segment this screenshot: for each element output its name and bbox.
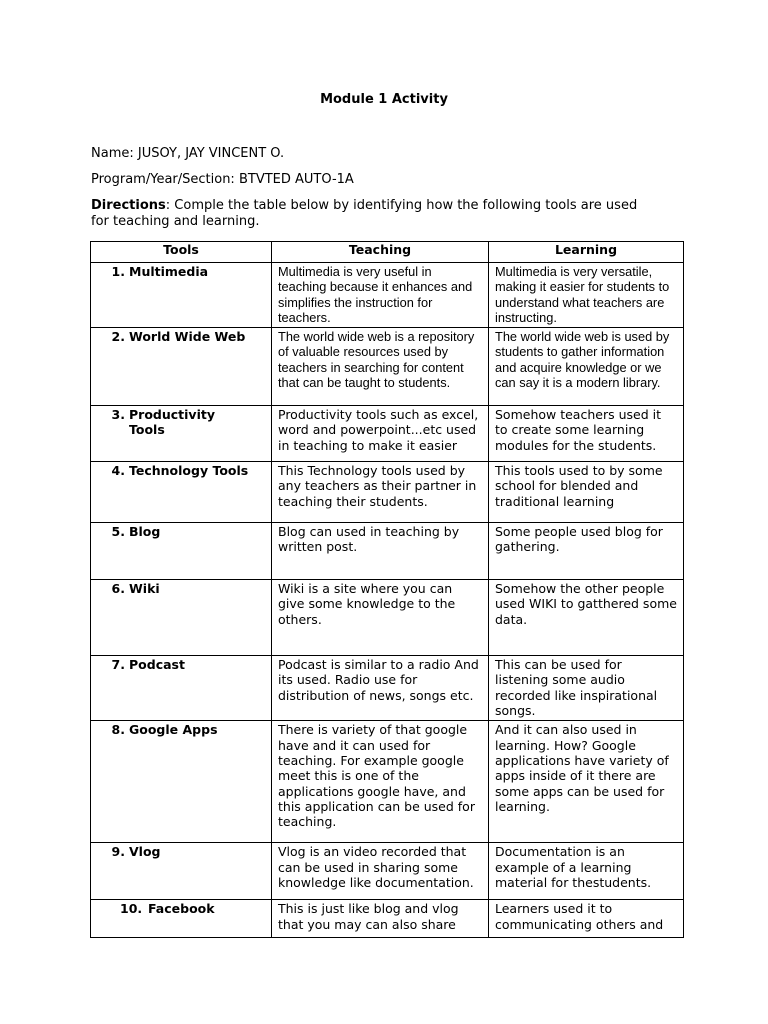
tool-cell: [91, 328, 272, 406]
name-line: [91, 146, 284, 161]
tool-cell: [91, 900, 272, 938]
tool-name: World Wide Web: [129, 329, 246, 345]
tool-number: 10.: [120, 901, 143, 917]
table-row: [91, 523, 684, 580]
directions-paragraph: [91, 198, 651, 230]
table-header-row: [91, 242, 684, 263]
teaching-cell: Multimedia is very useful in teaching because it enhances and simplifies the instruction for teachers.: [272, 263, 489, 328]
tool-name: Productivity Tools: [129, 407, 215, 438]
table-row: [91, 263, 684, 328]
tool-name: Podcast: [129, 657, 185, 673]
teaching-cell: Podcast is similar to a radio And its used. Radio use for distribution of news, songs etc.: [272, 656, 489, 721]
learning-cell: Documentation is an example of a learning material for thestudents.: [489, 843, 684, 900]
learning-cell: Somehow the other people used WIKI to gatthered some data.: [489, 580, 684, 656]
tool-number: 3.: [111, 407, 125, 423]
tool-number: 7.: [111, 657, 125, 673]
header-tools: Tools: [91, 242, 272, 263]
teaching-cell: Wiki is a site where you can give some knowledge to the others.: [272, 580, 489, 656]
learning-cell: Somehow teachers used it to create some learning modules for the students.: [489, 406, 684, 462]
teaching-cell: Vlog is an video recorded that can be used in sharing some knowledge like documentation.: [272, 843, 489, 900]
learning-cell: Learners used it to communicating others and: [489, 900, 684, 938]
tool-name: Vlog: [129, 844, 161, 860]
document-title: Module 1 Activity: [320, 92, 448, 107]
learning-cell: Some people used blog for gathering.: [489, 523, 684, 580]
directions-text: : Comple the table below by identifying how the following tools are used for teaching and learning.: [91, 198, 638, 229]
tool-cell: [91, 843, 272, 900]
tool-name: Technology Tools: [129, 463, 249, 479]
directions-label: Directions: [91, 198, 166, 213]
tool-name: Wiki: [129, 581, 160, 597]
table-row: [91, 900, 684, 938]
program-label: Program/Year/Section:: [91, 172, 235, 187]
tool-name: Facebook: [148, 901, 215, 917]
learning-cell: This tools used to by some school for blended and traditional learning: [489, 462, 684, 523]
table-row: [91, 328, 684, 406]
program-line: [91, 172, 354, 187]
tool-name: Blog: [129, 524, 161, 540]
table-row: [91, 580, 684, 656]
tool-cell: [91, 721, 272, 843]
tools-table: [90, 241, 684, 938]
tool-number: 4.: [111, 463, 125, 479]
name-label: Name:: [91, 146, 134, 161]
header-teaching: Teaching: [272, 242, 489, 263]
table-row: [91, 721, 684, 843]
tool-number: 1.: [111, 264, 125, 279]
tool-number: 5.: [111, 524, 125, 540]
table-row: [91, 843, 684, 900]
name-value: JUSOY, JAY VINCENT O.: [137, 146, 285, 161]
tool-cell: [91, 462, 272, 523]
tool-number: 9.: [111, 844, 125, 860]
tool-cell: [91, 523, 272, 580]
teaching-cell: The world wide web is a repository of valuable resources used by teachers in searching for content that can be taught to students.: [272, 328, 489, 406]
tool-cell: [91, 580, 272, 656]
learning-cell: Multimedia is very versatile, making it easier for students to understand what teachers are instructing.: [489, 263, 684, 328]
tool-number: 6.: [111, 581, 125, 597]
tool-cell: [91, 263, 272, 328]
learning-cell: The world wide web is used by students to gather information and acquire knowledge or we can say it is a modern library.: [489, 328, 684, 406]
learning-cell: This can be used for listening some audio recorded like inspirational songs.: [489, 656, 684, 721]
teaching-cell: This Technology tools used by any teachers as their partner in teaching their students.: [272, 462, 489, 523]
tool-number: 8.: [111, 722, 125, 738]
tool-cell: [91, 656, 272, 721]
tool-cell: [91, 406, 272, 462]
tool-name: Multimedia: [129, 264, 209, 279]
teaching-cell: This is just like blog and vlog that you may can also share: [272, 900, 489, 938]
learning-cell: And it can also used in learning. How? Google applications have variety of apps inside of it there are some apps can be used for learning.: [489, 721, 684, 843]
teaching-cell: Productivity tools such as excel, word and powerpoint...etc used in teaching to make it easier: [272, 406, 489, 462]
teaching-cell: There is variety of that google have and it can used for teaching. For example google meet this is one of the applications google have, and this application can be used for teaching.: [272, 721, 489, 843]
table-row: [91, 656, 684, 721]
header-learning: Learning: [489, 242, 684, 263]
table-row: [91, 462, 684, 523]
program-value: BTVTED AUTO-1A: [238, 172, 354, 187]
table-row: [91, 406, 684, 462]
tool-name: Google Apps: [129, 722, 218, 738]
tool-number: 2.: [111, 329, 125, 345]
teaching-cell: Blog can used in teaching by written post.: [272, 523, 489, 580]
